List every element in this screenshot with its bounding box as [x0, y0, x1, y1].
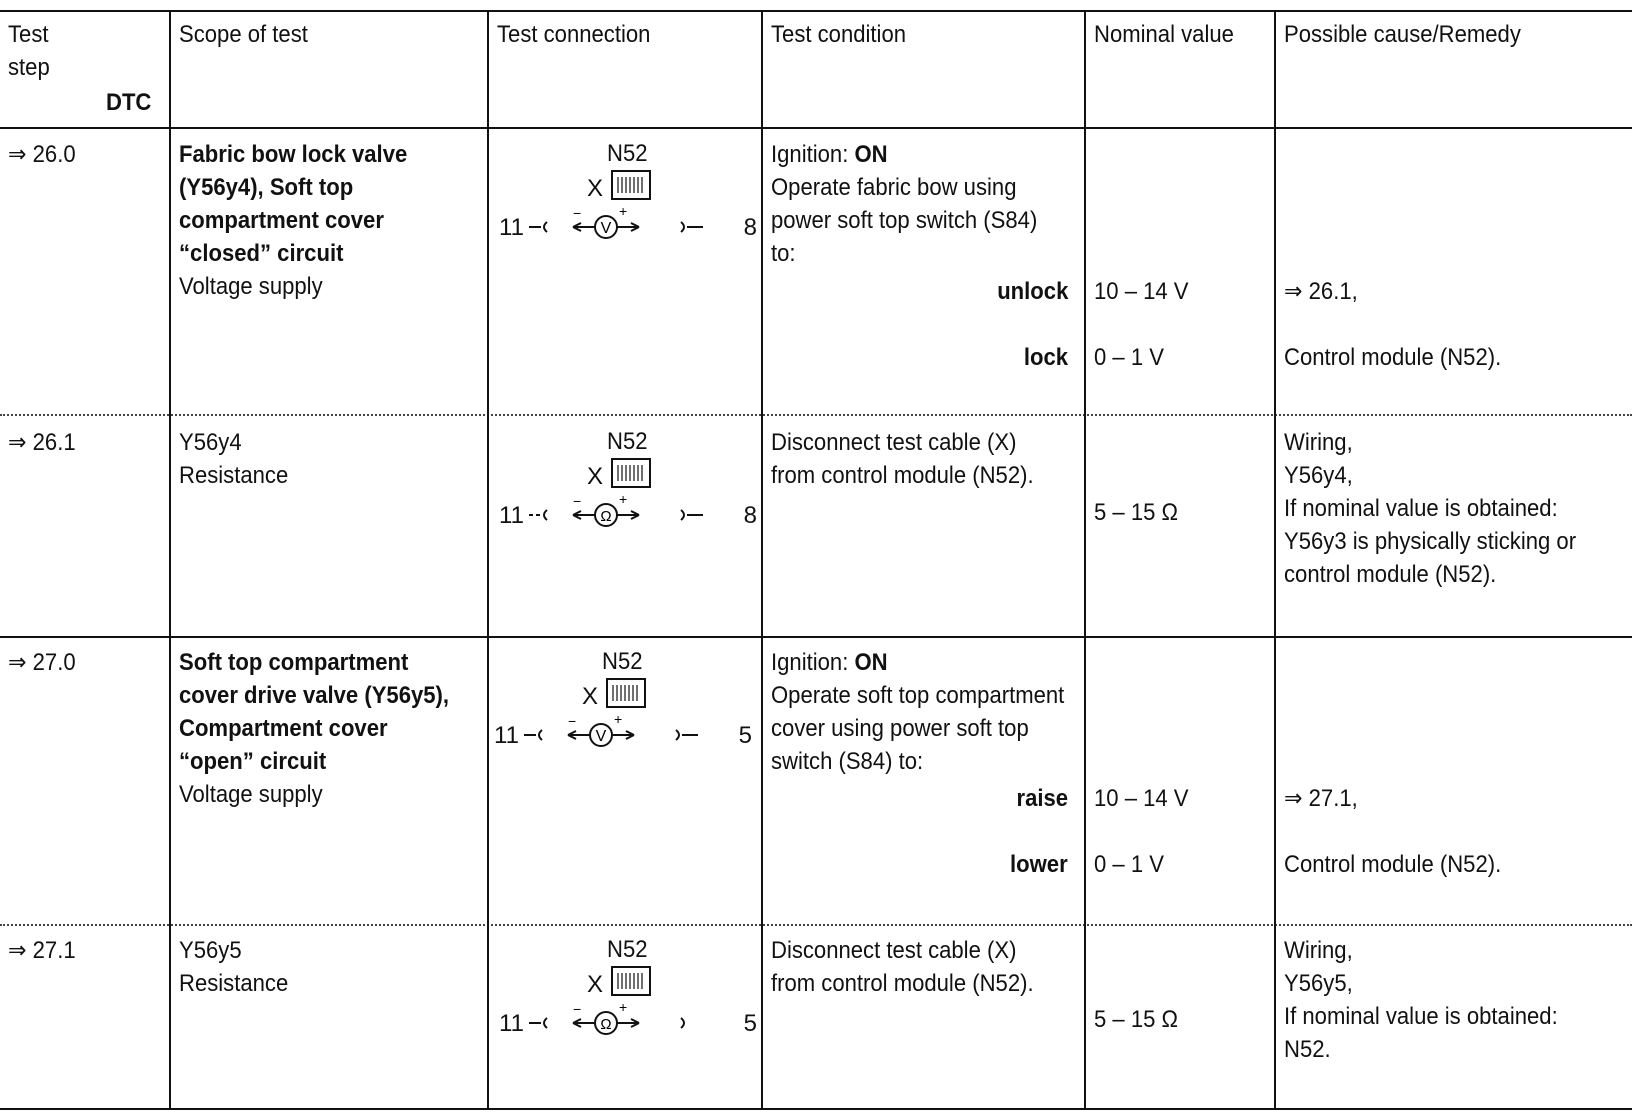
svg-text:−: − — [568, 713, 577, 729]
pin-right: 5 — [738, 722, 752, 749]
scope-line: cover drive valve (Y56y5), — [179, 682, 450, 709]
column-rule — [169, 10, 171, 1110]
test-box-icon — [611, 458, 651, 488]
test-condition — [771, 934, 1034, 1000]
svg-text:−: − — [573, 205, 582, 221]
test-box-icon — [606, 678, 646, 708]
nominal-value: 10 – 14 V — [1094, 785, 1189, 812]
cause-remedy: ⇒ 26.1, — [1284, 278, 1358, 305]
scope-line: Y56y4 — [179, 429, 242, 456]
pin-left: 11 — [499, 1010, 524, 1037]
condition-line: from control module (N52). — [771, 970, 1034, 997]
test-condition — [771, 646, 1064, 778]
cause-line: If nominal value is obtained: — [1284, 495, 1558, 522]
scope-line: Fabric bow lock valve — [179, 141, 408, 168]
scope-line: compartment cover — [179, 207, 384, 234]
scope-line: “open” circuit — [179, 748, 327, 775]
test-cable-label: X — [587, 175, 604, 202]
scope-line: Soft top compartment — [179, 649, 409, 676]
condition-state: raise — [1016, 785, 1068, 812]
test-connection-diagram — [489, 428, 763, 538]
condition-prefix-bold: ON — [854, 141, 888, 168]
test-connection-diagram — [489, 140, 763, 250]
pin-left: 11 — [499, 214, 524, 241]
condition-state: unlock — [996, 278, 1068, 305]
condition-state: lock — [1023, 344, 1068, 371]
pin-right: 8 — [743, 214, 757, 241]
cause-line: N52. — [1284, 1036, 1331, 1063]
test-step: ⇒ 26.0 — [8, 141, 76, 168]
header-rule — [0, 127, 1632, 129]
cause-line: Y56y5, — [1284, 970, 1353, 997]
svg-text:+: + — [619, 491, 628, 507]
pin-right: 8 — [743, 502, 757, 529]
test-box-icon — [611, 966, 651, 996]
test-cable-label: X — [582, 683, 599, 710]
scope-line: Resistance — [179, 462, 289, 489]
condition-state: lower — [1010, 851, 1068, 878]
condition-line: Disconnect test cable (X) — [771, 937, 1017, 964]
test-condition — [771, 426, 1034, 492]
header-test-step-line: step — [8, 54, 50, 81]
nominal-value: 0 – 1 V — [1094, 851, 1164, 878]
pin-right: 5 — [743, 1010, 757, 1037]
cause-line: Wiring, — [1284, 937, 1353, 964]
column-rule — [1084, 10, 1086, 1110]
row-divider-dotted — [0, 414, 1632, 416]
condition-line: cover using power soft top — [771, 715, 1029, 742]
nominal-value: 0 – 1 V — [1094, 344, 1164, 371]
test-cable-label: X — [587, 971, 604, 998]
test-cable-label: X — [587, 463, 604, 490]
meter-symbol: Ω — [600, 508, 612, 525]
condition-line: switch (S84) to: — [771, 748, 924, 775]
voltmeter-icon — [484, 708, 758, 758]
cause-remedy — [1284, 426, 1576, 591]
header-test-step — [8, 18, 50, 84]
header-dtc: DTC — [106, 89, 152, 116]
condition-ignition — [771, 646, 1064, 679]
test-connection-diagram — [489, 936, 763, 1046]
condition-prefix-bold: ON — [854, 649, 888, 676]
ecu-label: N52 — [602, 648, 643, 675]
pin-left: 11 — [499, 502, 524, 529]
scope-line: Voltage supply — [179, 273, 323, 300]
test-box-icon — [611, 170, 651, 200]
nominal-value: 5 – 15 Ω — [1094, 499, 1179, 526]
cause-remedy: Control module (N52). — [1284, 851, 1502, 878]
cause-line: If nominal value is obtained: — [1284, 1003, 1558, 1030]
voltmeter-icon — [489, 200, 763, 250]
header-test-step-line: Test — [8, 21, 49, 48]
meter-symbol: V — [600, 220, 612, 237]
table-bottom-rule — [0, 1108, 1632, 1110]
nominal-value: 10 – 14 V — [1094, 278, 1189, 305]
test-connection-diagram — [484, 648, 758, 758]
cause-remedy — [1284, 934, 1558, 1066]
scope-line: Y56y5 — [179, 937, 242, 964]
header-nominal: Nominal value — [1094, 21, 1234, 48]
row-divider-dotted — [0, 924, 1632, 926]
condition-line: to: — [771, 240, 796, 267]
svg-text:+: + — [614, 711, 623, 727]
scope-line: (Y56y4), Soft top — [179, 174, 354, 201]
scope-line: Voltage supply — [179, 781, 323, 808]
table-top-rule — [0, 10, 1632, 12]
ohmmeter-icon — [489, 996, 763, 1046]
meter-symbol: V — [595, 728, 607, 745]
test-condition — [771, 138, 1037, 270]
column-rule — [1274, 10, 1276, 1110]
pin-left: 11 — [494, 722, 519, 749]
cause-line: Y56y3 is physically sticking or — [1284, 528, 1577, 555]
condition-line: from control module (N52). — [771, 462, 1034, 489]
cause-line: Wiring, — [1284, 429, 1353, 456]
scope-line: Compartment cover — [179, 715, 388, 742]
condition-line: power soft top switch (S84) — [771, 207, 1038, 234]
condition-line: Operate fabric bow using — [771, 174, 1017, 201]
test-step: ⇒ 27.1 — [8, 937, 76, 964]
condition-line: Operate soft top compartment — [771, 682, 1065, 709]
scope-of-test — [179, 934, 288, 1000]
ohmmeter-icon — [489, 488, 763, 538]
condition-line: Disconnect test cable (X) — [771, 429, 1017, 456]
meter-symbol: Ω — [600, 1016, 612, 1033]
cause-remedy: ⇒ 27.1, — [1284, 785, 1358, 812]
svg-text:+: + — [619, 203, 628, 219]
cause-remedy: Control module (N52). — [1284, 344, 1502, 371]
svg-text:−: − — [573, 493, 582, 509]
test-step: ⇒ 26.1 — [8, 429, 76, 456]
scope-line: “closed” circuit — [179, 240, 344, 267]
header-scope: Scope of test — [179, 21, 308, 48]
test-step: ⇒ 27.0 — [8, 649, 76, 676]
ecu-label: N52 — [607, 428, 648, 455]
ecu-label: N52 — [607, 140, 648, 167]
header-connection: Test connection — [497, 21, 651, 48]
header-cause: Possible cause/Remedy — [1284, 21, 1521, 48]
condition-ignition — [771, 138, 1037, 171]
scope-line: Resistance — [179, 970, 289, 997]
row-divider-solid — [0, 636, 1632, 638]
condition-prefix: Ignition: — [771, 649, 855, 676]
scope-of-test — [179, 426, 288, 492]
scope-of-test — [179, 138, 407, 303]
header-condition: Test condition — [771, 21, 907, 48]
cause-line: control module (N52). — [1284, 561, 1497, 588]
condition-prefix: Ignition: — [771, 141, 855, 168]
svg-text:+: + — [619, 999, 628, 1015]
cause-line: Y56y4, — [1284, 462, 1353, 489]
ecu-label: N52 — [607, 936, 648, 963]
svg-text:−: − — [573, 1001, 582, 1017]
nominal-value: 5 – 15 Ω — [1094, 1006, 1179, 1033]
scope-of-test — [179, 646, 449, 811]
